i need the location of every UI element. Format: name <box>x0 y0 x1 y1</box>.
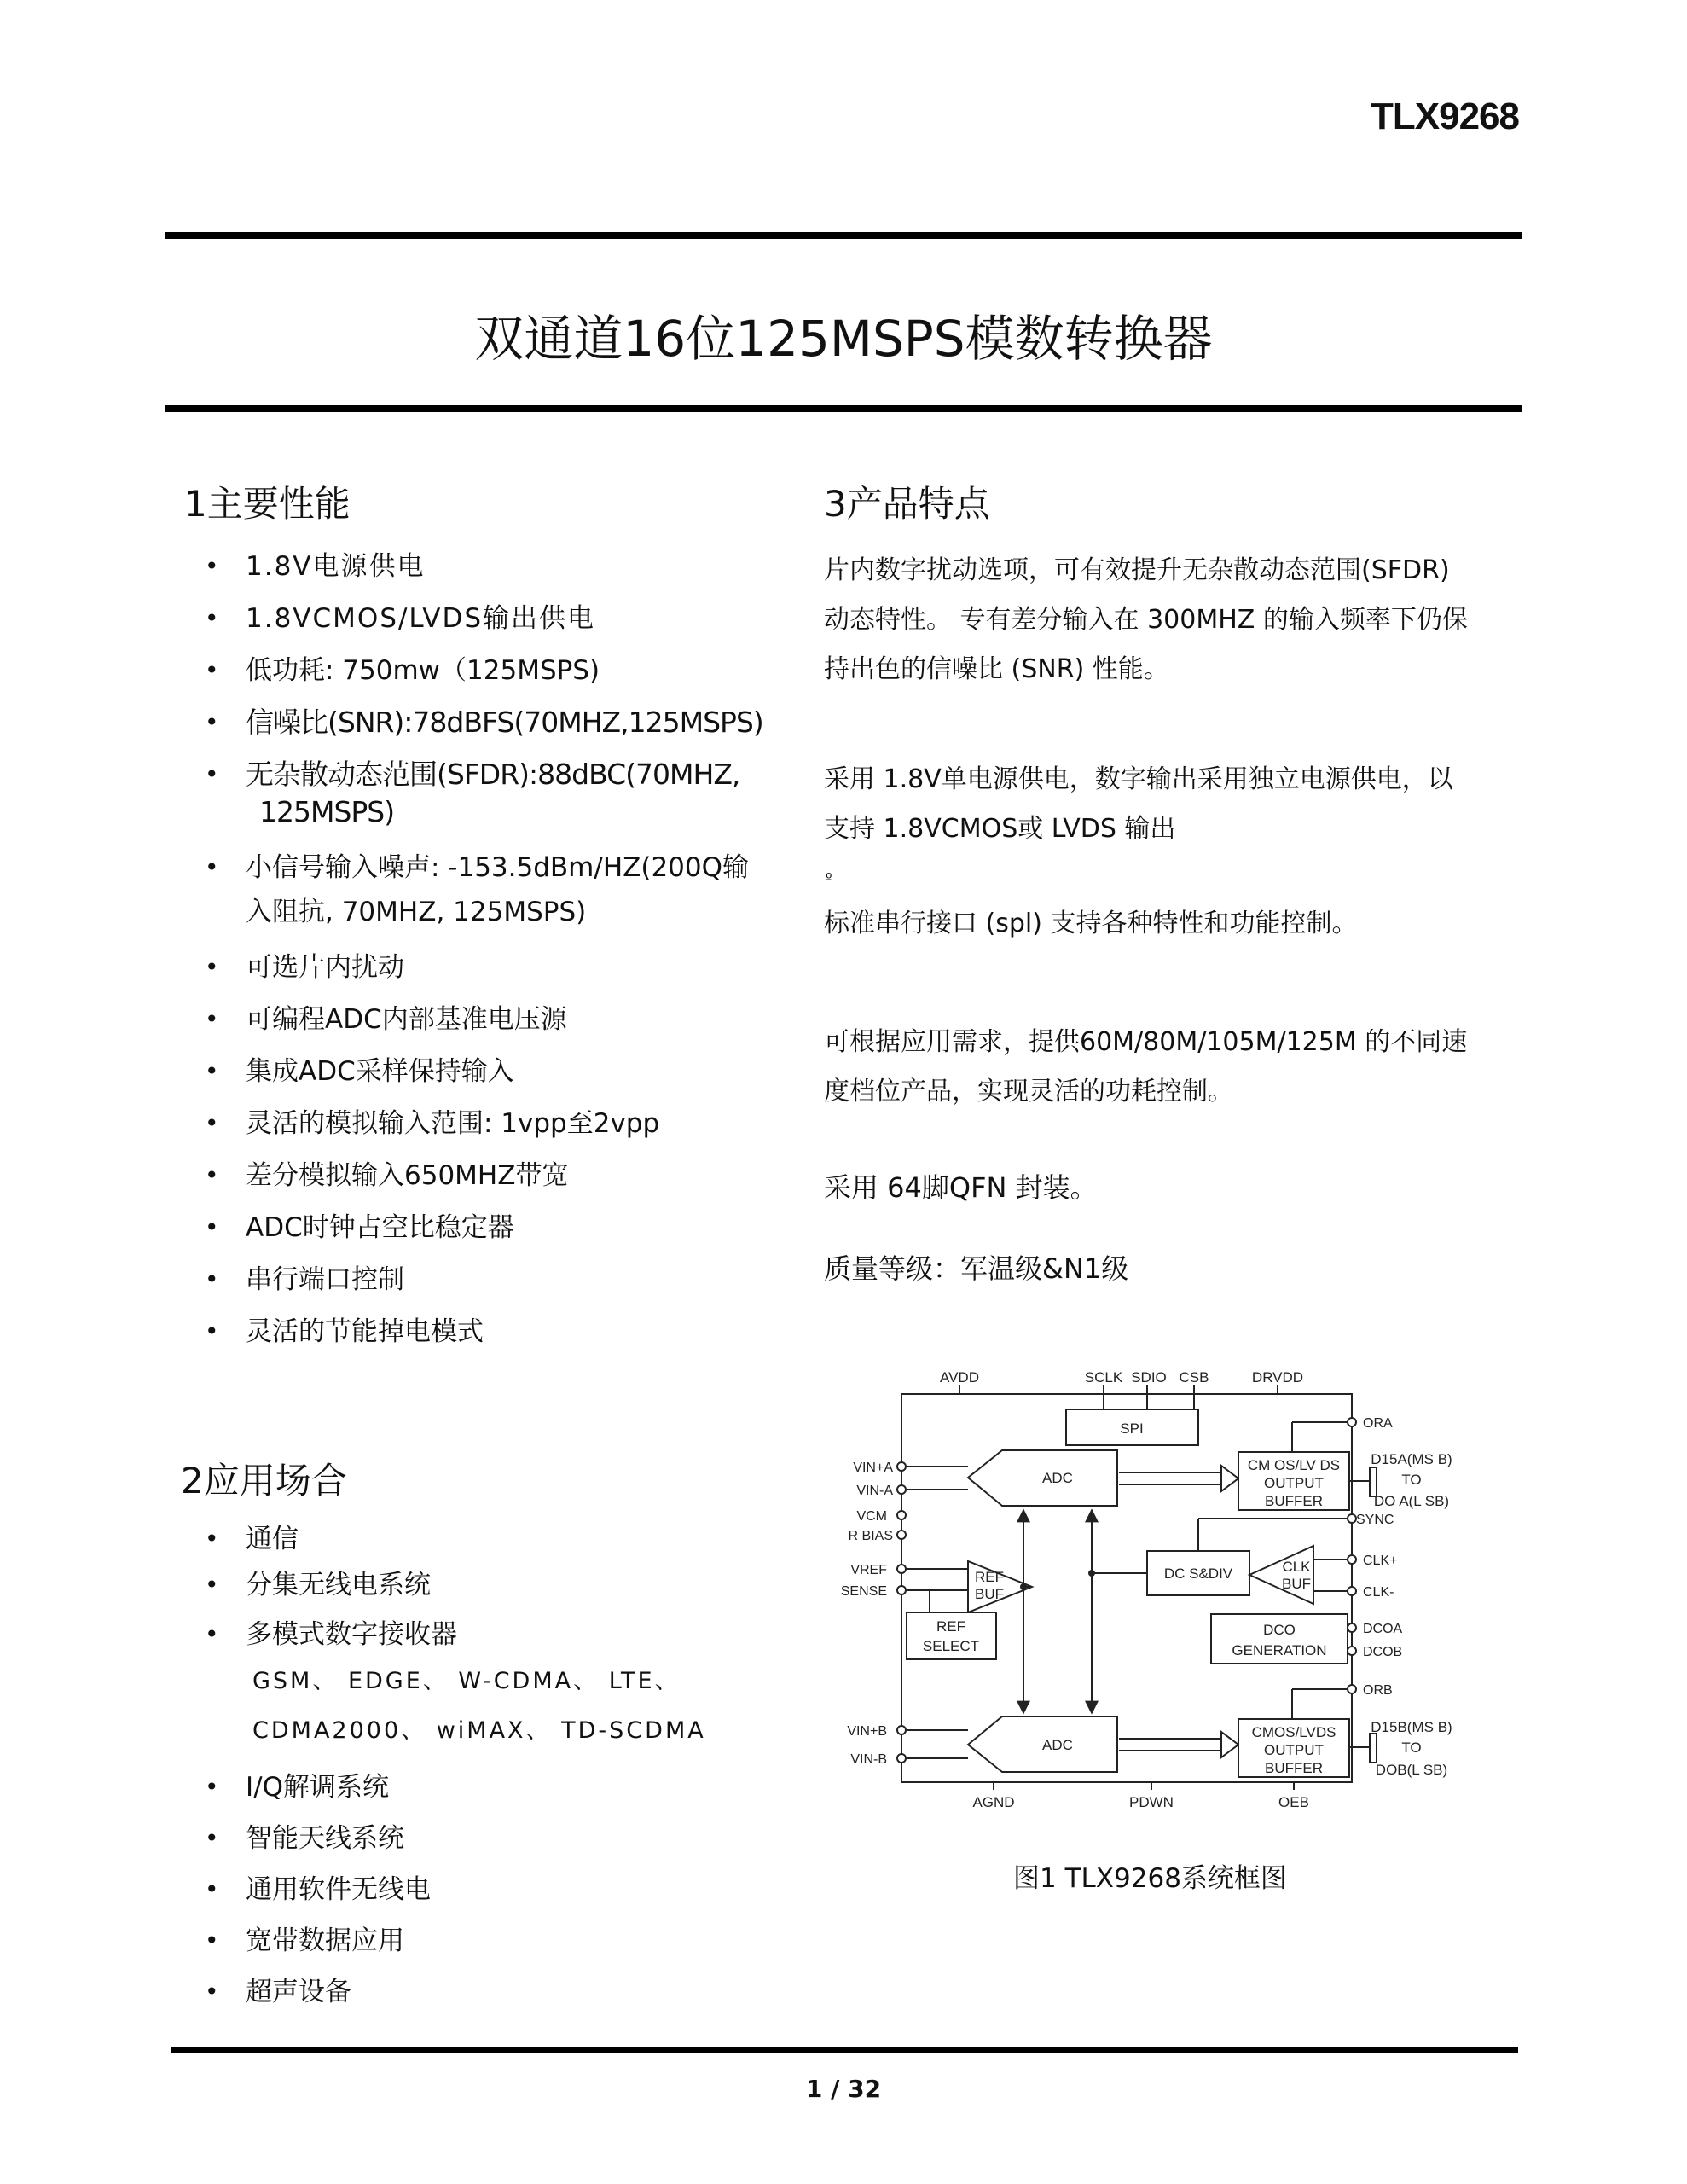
pin-sdio: SDIO <box>1131 1369 1167 1385</box>
pin-avdd: AVDD <box>940 1369 979 1385</box>
pin-vin-plus-a: VIN+A <box>853 1461 893 1475</box>
dco-gen-line1: DCO <box>1263 1622 1296 1638</box>
application-list <box>198 1520 829 1653</box>
pin-rbias: R BIAS <box>848 1529 893 1543</box>
adc-b-label: ADC <box>1042 1737 1073 1753</box>
performance-list <box>198 548 829 1350</box>
feature-paragraph-1: 片内数字扰动选项，可有效提升无杂散动态范围(SFDR) 动态特性。 专有差分输入在 300MHZ 的输入频率下仍保 持出色的信噪比 (SNR) 性能。 <box>824 555 1468 684</box>
ref-select-line2: SELECT <box>922 1638 980 1654</box>
out-a-lsb: DO A(L SB) <box>1373 1493 1450 1509</box>
list-item: • 超声设备 <box>198 1973 829 2011</box>
block-diagram <box>819 1356 1467 1851</box>
feature-paragraph-4: 可根据应用需求，提供60M/80M/105M/125M 的不同速 度档位产品，实现灵活的功耗控制。 <box>824 1027 1468 1107</box>
out-b-msb: D15B(MS B) <box>1371 1719 1452 1735</box>
bottom-rule <box>171 2048 1518 2053</box>
feature-paragraph-5: 采用 64脚QFN 封装。 <box>824 1171 1098 1204</box>
page-number: 1 / 32 <box>805 2075 882 2103</box>
feature-paragraph-2: 采用 1.8V单电源供电，数字输出采用独立电源供电，以 支持 1.8VCMOS或 LVDS 输出 <box>824 764 1453 844</box>
pin-pdwn: PDWN <box>1129 1794 1174 1810</box>
list-item: • 灵活的节能掉电模式 <box>198 1313 829 1350</box>
pin-orb: ORB <box>1363 1683 1393 1698</box>
section3-heading: 3产品特点 <box>824 483 990 525</box>
pin-csb: CSB <box>1179 1369 1209 1385</box>
buffer-a-line2: OUTPUT <box>1264 1475 1324 1491</box>
pin-vref: VREF <box>850 1563 887 1577</box>
list-item: • 宽带数据应用 <box>198 1922 829 1960</box>
list-item: • 灵活的模拟输入范围: 1vpp至2vpp <box>198 1105 829 1142</box>
pin-clk-minus: CLK- <box>1363 1585 1394 1600</box>
list-item: • 无杂散动态范围(SFDR):88dBC(70MHZ, 125MSPS) <box>198 756 829 831</box>
adc-a-label: ADC <box>1042 1470 1073 1486</box>
out-a-msb: D15A(MS B) <box>1371 1451 1452 1467</box>
buffer-a-line1: CM OS/LV DS <box>1247 1457 1341 1473</box>
list-item: • ADC时钟占空比稳定器 <box>198 1209 829 1246</box>
dco-gen-line2: GENERATION <box>1232 1642 1327 1658</box>
pin-sense: SENSE <box>840 1584 887 1599</box>
list-item: • 可编程ADC内部基准电压源 <box>198 1001 829 1038</box>
list-item: • 通用软件无线电 <box>198 1871 829 1908</box>
dcs-div-label: DC S&DIV <box>1163 1565 1233 1582</box>
pin-vin-minus-b: VIN-B <box>850 1752 887 1767</box>
figure-caption: 图1 TLX9268系统框图 <box>1013 1863 1287 1894</box>
list-item: • 1.8VCMOS/LVDS输出供电 <box>198 600 829 637</box>
buffer-a-line3: BUFFER <box>1265 1493 1323 1509</box>
buffer-b-line2: OUTPUT <box>1264 1742 1324 1758</box>
out-a-to: TO <box>1401 1472 1422 1488</box>
list-item: • 通信 <box>198 1520 829 1558</box>
pin-clk-plus: CLK+ <box>1363 1554 1398 1568</box>
out-b-lsb: DOB(L SB) <box>1375 1762 1448 1778</box>
ref-buf-line2: BUF <box>975 1586 1004 1602</box>
application-list-2 <box>198 1769 829 2011</box>
ref-select-line1: REF <box>936 1618 965 1635</box>
footnote-mark: º <box>826 870 832 886</box>
pin-dcoa: DCOA <box>1363 1622 1403 1636</box>
pin-vcm: VCM <box>856 1509 887 1524</box>
pin-agnd: AGND <box>972 1794 1015 1810</box>
list-item: • 信噪比(SNR):78dBFS(70MHZ,125MSPS) <box>198 704 829 741</box>
list-item: • I/Q解调系统 <box>198 1769 829 1806</box>
pin-vin-plus-b: VIN+B <box>847 1724 887 1739</box>
standards-line-1: GSM、 EDGE、 W-CDMA、 LTE、 <box>252 1668 681 1694</box>
spi-label: SPI <box>1120 1420 1144 1437</box>
list-item: • 串行端口控制 <box>198 1261 829 1298</box>
list-item: • 1.8V电源供电 <box>198 548 829 585</box>
feature-paragraph-6: 质量等级：军温级&N1级 <box>824 1252 1129 1285</box>
buffer-b-line3: BUFFER <box>1265 1760 1323 1776</box>
ref-buf-line1: REF <box>975 1569 1004 1585</box>
clk-buffer <box>1249 1546 1313 1604</box>
pin-sclk: SCLK <box>1084 1369 1123 1385</box>
pin-drvdd: DRVDD <box>1251 1369 1304 1385</box>
pin-ora: ORA <box>1363 1416 1393 1431</box>
list-item: • 智能天线系统 <box>198 1820 829 1857</box>
section2-heading: 2应用场合 <box>181 1460 347 1502</box>
pin-oeb: OEB <box>1278 1794 1309 1810</box>
pin-sync: SYNC <box>1356 1513 1394 1527</box>
list-item: • 集成ADC采样保持输入 <box>198 1053 829 1090</box>
list-item: • 小信号输入噪声: -153.5dBm/HZ(200Q输 入阻抗, 70MHZ, 125MSPS) <box>198 845 829 934</box>
standards-line-2: CDMA2000、 wiMAX、 TD-SCDMA <box>252 1717 706 1744</box>
list-item: • 可选片内扰动 <box>198 949 829 986</box>
clk-buf-line1: CLK <box>1282 1559 1311 1575</box>
clk-buf-line2: BUF <box>1282 1576 1311 1592</box>
list-item: • 差分模拟输入650MHZ带宽 <box>198 1157 829 1194</box>
feature-paragraph-3: 标准串行接口 (spl) 支持各种特性和功能控制。 <box>824 909 1358 938</box>
list-item: • 低功耗: 750mw（125MSPS) <box>198 652 829 689</box>
list-item: • 多模式数字接收器 <box>198 1616 829 1653</box>
part-number: TLX9268 <box>1371 96 1519 137</box>
document-title: 双通道16位125MSPS模数转换器 <box>474 310 1213 368</box>
out-b-to: TO <box>1401 1740 1422 1756</box>
section1-heading: 1主要性能 <box>184 483 351 525</box>
title-rule <box>165 405 1522 412</box>
list-item: • 分集无线电系统 <box>198 1566 829 1604</box>
buffer-b-line1: CMOS/LVDS <box>1251 1724 1336 1740</box>
pin-vin-minus-a: VIN-A <box>856 1484 893 1498</box>
pin-dcob: DCOB <box>1363 1645 1403 1659</box>
top-rule <box>165 232 1522 239</box>
